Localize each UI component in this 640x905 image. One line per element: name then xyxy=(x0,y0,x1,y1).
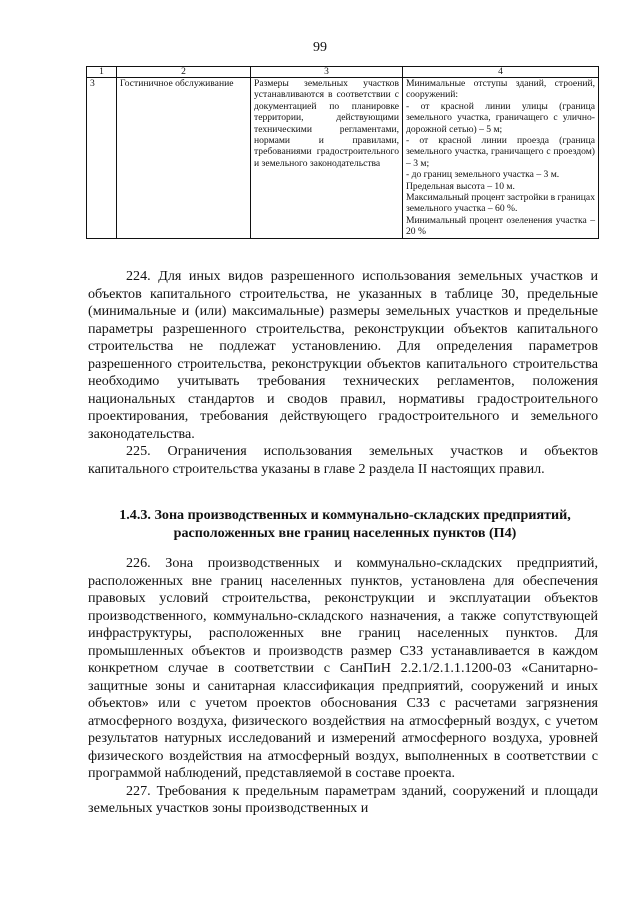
param-line: Максимальный процент застройки в границах земельного участка – 60 %. xyxy=(406,192,595,215)
table-header-cell: 3 xyxy=(251,67,403,78)
paragraph-225: 225. Ограничения использования земельных участков и объектов капитального строительства указаны в главе 2 раздела II настоящих правил. xyxy=(88,443,598,477)
zone-parameters-table xyxy=(86,66,599,239)
paragraph-224: 224. Для иных видов разрешенного использования земельных участков и объектов капитального строительства, не указанных в таблице 30, предельные (минимальные и (или) максимальные) размеры земельных участков и предельные параметры разрешенного строительства, реконструкции объектов капитального строительства не подлежат установлению. Для определения параметров разрешенного строительства, реконструкции объектов капитального строительства необходимо учитывать требования технических регламентов, положения национальных стандартов и сводов правил, нормативы градостроительного проектирования, требования действующего градостроительного и земельного законодательства. xyxy=(88,268,598,442)
param-line: - от красной линии проезда (граница земельного участка, граничащего с проездом) – 3 м; xyxy=(406,135,595,169)
param-line: Минимальные отступы зданий, строений, сооружений: xyxy=(406,78,595,101)
table-row xyxy=(87,78,599,239)
section-heading: 1.4.3. Зона производственных и коммунально-складских предприятий, расположенных вне границ населенных пунктов (П4) xyxy=(119,507,571,541)
table-header-cell: 1 xyxy=(87,67,117,78)
paragraphs-block-2 xyxy=(88,555,598,818)
construction-params-cell xyxy=(403,78,599,239)
paragraphs-block-1 xyxy=(88,268,598,478)
row-number-cell: 3 xyxy=(87,78,117,239)
table-header-row xyxy=(87,67,599,78)
param-line: - от красной линии улицы (граница земельного участка, граничащего с улично-дорожной сетью) – 5 м; xyxy=(406,100,595,135)
plot-size-cell: Размеры земельных участков устанавливаются в соответствии с документацией по планировке территории, действующими техническими регламентами, нормами и правилами, требованиями градостроительного и земельного законодательства xyxy=(251,78,403,239)
param-line: Минимальный процент озеленения участка – 20 % xyxy=(406,214,595,238)
page-number: 99 xyxy=(313,40,327,55)
paragraph-227: 227. Требования к предельным параметрам зданий, сооружений и площади земельных участков зоны производственных и xyxy=(88,782,598,816)
paragraph-226: 226. Зона производственных и коммунально-складских предприятий, расположенных вне границ населенных пунктов, установлена для обеспечения правовых условий строительства, реконструкции и эксплуатации объектов производственного, коммунально-складского назначения, а также сопутствующей инфраструктуры, расположенных вне границ населенных пунктов. Для промышленных объектов и производств размер СЗЗ устанавливается в каждом конкретном случае в соответствии с СанПиН 2.2.1/2.1.1.1200-03 «Санитарно-защитные зоны и санитарная классификация предприятий, сооружений и иных объектов» или с учетом проектов обоснования СЗЗ с расчетами загрязнения атмосферного воздуха, физического воздействия на атмосферный воздух, с учетом результатов натурных исследований и измерений атмосферного воздуха, уровней физического воздействия на атмосферный воздух, выполненных в соответствии с программой наблюдений, представляемой в составе проекта. xyxy=(88,555,598,781)
table-header-cell: 4 xyxy=(403,67,599,78)
use-type-cell: Гостиничное обслуживание xyxy=(117,78,251,239)
table-header-cell: 2 xyxy=(117,67,251,78)
param-line: Предельная высота – 10 м. xyxy=(406,180,515,192)
section-heading-block xyxy=(100,506,590,542)
param-line: - до границ земельного участка – 3 м. xyxy=(406,169,560,181)
